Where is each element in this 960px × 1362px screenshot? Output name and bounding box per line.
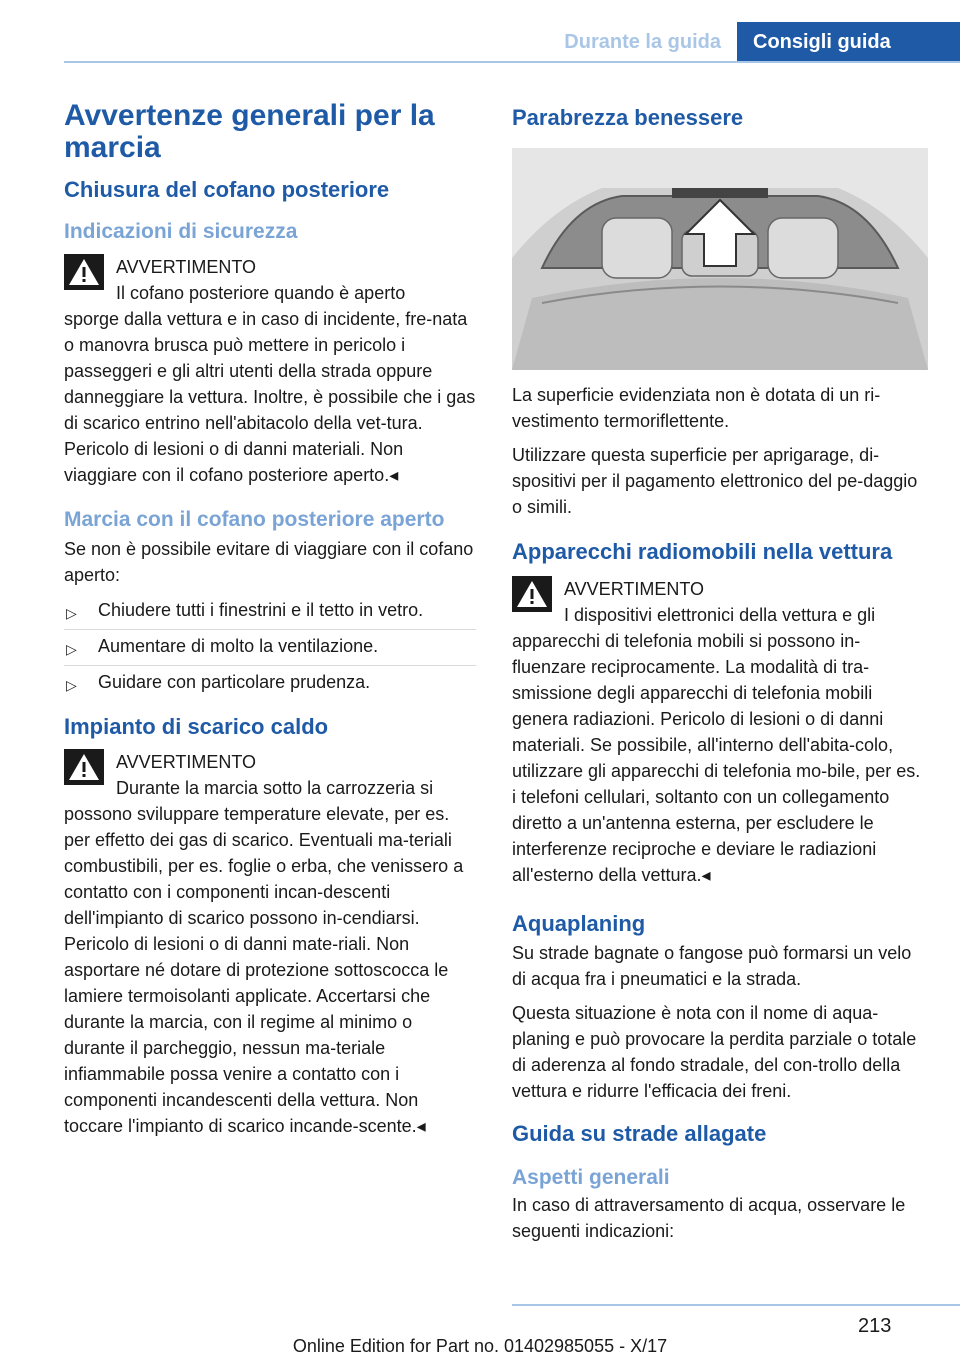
page-number: 213 xyxy=(858,1315,892,1337)
left-column xyxy=(64,100,476,1139)
edition-note: Online Edition for Part no. 01402985055 - X/17 xyxy=(292,1336,668,1356)
warning-mobile xyxy=(512,576,928,888)
warning-icon xyxy=(64,749,104,785)
heading-comfort-windshield: Parabrezza benessere xyxy=(512,105,744,130)
warning-label: AVVERTIMENTO xyxy=(564,579,705,599)
paragraph-windshield-2: Utilizzare questa superficie per aprigarage, di-spositivi per il pagamento elettronico del pe-daggio o simili. xyxy=(512,445,918,517)
warning-tailgate xyxy=(64,254,476,488)
warning-label: AVVERTIMENTO xyxy=(116,257,257,277)
paragraph-flooded-roads: In caso di attraversamento di acqua, osservare le seguenti indicazioni: xyxy=(512,1195,906,1241)
paragraph-aquaplaning-2: Questa situazione è nota con il nome di aqua-planing e può provocare la perdita parziale o totale di aderenza al fondo stradale, del con-trollo della vettura e ridurre l'efficacia dei freni. xyxy=(512,1003,917,1101)
heading-aquaplaning: Aquaplaning xyxy=(512,911,646,936)
windshield-drawing xyxy=(512,148,928,370)
subheading-open-tailgate: Marcia con il cofano posteriore aperto xyxy=(64,508,445,531)
heading-flooded-roads: Guida su strade allagate xyxy=(512,1121,767,1146)
heading-hot-exhaust: Impianto di scarico caldo xyxy=(64,714,329,739)
warning-icon xyxy=(512,576,552,612)
warning-text: sporge dalla vettura e in caso di incidente, fre-nata o manovra brusca può mettere in pericolo i passeggeri e gli altri utenti della strada oppure danneggiare la vettura. Inoltre, è possibile che i gas di scarico entrino nell'abitacolo della vet-tura. Pericolo di lesioni o di danni materiali. Non viaggiare con il cofano posteriore aperto.◂ xyxy=(64,309,476,485)
warning-text: apparecchi di telefonia mobili si possono in-fluenzare reciprocamente. La modalità di tra-smissione degli apparecchi di telefonia mobili genera radiazioni. Pericolo di lesioni o di danni materiali. Se possibile, all'interno dell'abita-colo, utilizzare gli apparecchi di telefonia mo-bile, per es. i telefoni cellulari, soltanto con un collegamento diretto a un'antenna esterna, per escludere le interferenze reciproche e deviare le radiazioni all'esterno della vettura.◂ xyxy=(512,631,921,885)
paragraph-open-tailgate: Se non è possibile evitare di viaggiare con il cofano aperto: xyxy=(64,539,474,585)
heading-mobile-devices: Apparecchi radiomobili nella vettura xyxy=(512,539,893,564)
footer-rule xyxy=(512,1304,960,1306)
list-item: ▷ Guidare con particolare prudenza. xyxy=(64,666,476,701)
header-section-driving: Durante la guida xyxy=(564,31,721,53)
heading-tailgate: Chiusura del cofano posteriore xyxy=(64,177,390,202)
warning-text-first: Durante la marcia sotto la carrozzeria si xyxy=(116,778,434,798)
paragraph-windshield-1: La superficie evidenziata non è dotata di un ri-vestimento termoriflettente. xyxy=(512,385,881,431)
bullet-list xyxy=(64,594,476,701)
warning-text: possono sviluppare temperature elevate, per es. per effetto dei gas di scarico. Eventuali ma-teriali combustibili, per es. foglie o erba, che venissero a contatto con i componenti incan-descenti dell'impianto di scarico possono in-cendiarsi. Pericolo di lesioni o di danni mate-riali. Non asportare né dotare di protezione sottoscocca le lamiere termoisolanti applicate. Accertarsi che durante la marcia, con il regime al minimo o durante il parcheggio, nessun ma-teriale infiammabile possa venire a contatto con i componenti incandescenti della vettura. Non toccare l'impianto di scarico incande-scente.◂ xyxy=(64,804,464,1136)
subheading-general: Aspetti generali xyxy=(512,1166,670,1189)
right-column xyxy=(512,100,928,1244)
subheading-safety: Indicazioni di sicurezza xyxy=(64,220,298,243)
warning-icon xyxy=(64,254,104,290)
warning-exhaust xyxy=(64,749,476,1139)
header-rule xyxy=(64,61,960,63)
triangle-bullet-icon: ▷ xyxy=(66,605,77,621)
main-title: Avvertenze generali per la marcia xyxy=(64,99,435,164)
warning-label: AVVERTIMENTO xyxy=(116,752,257,772)
windshield-illustration xyxy=(512,148,928,370)
list-item: ▷ Aumentare di molto la ventilazione. xyxy=(64,630,476,666)
triangle-bullet-icon: ▷ xyxy=(66,677,77,693)
triangle-bullet-icon: ▷ xyxy=(66,641,77,657)
warning-text-first: I dispositivi elettronici della vettura e gli xyxy=(564,605,876,625)
paragraph-aquaplaning-1: Su strade bagnate o fangose può formarsi un velo di acqua fra i pneumatici e la strada. xyxy=(512,943,912,989)
header-section-driving-tips: Consigli guida xyxy=(737,22,960,62)
list-item: ▷ Chiudere tutti i finestrini e il tetto in vetro. xyxy=(64,594,476,630)
warning-text-first: Il cofano posteriore quando è aperto xyxy=(116,283,406,303)
